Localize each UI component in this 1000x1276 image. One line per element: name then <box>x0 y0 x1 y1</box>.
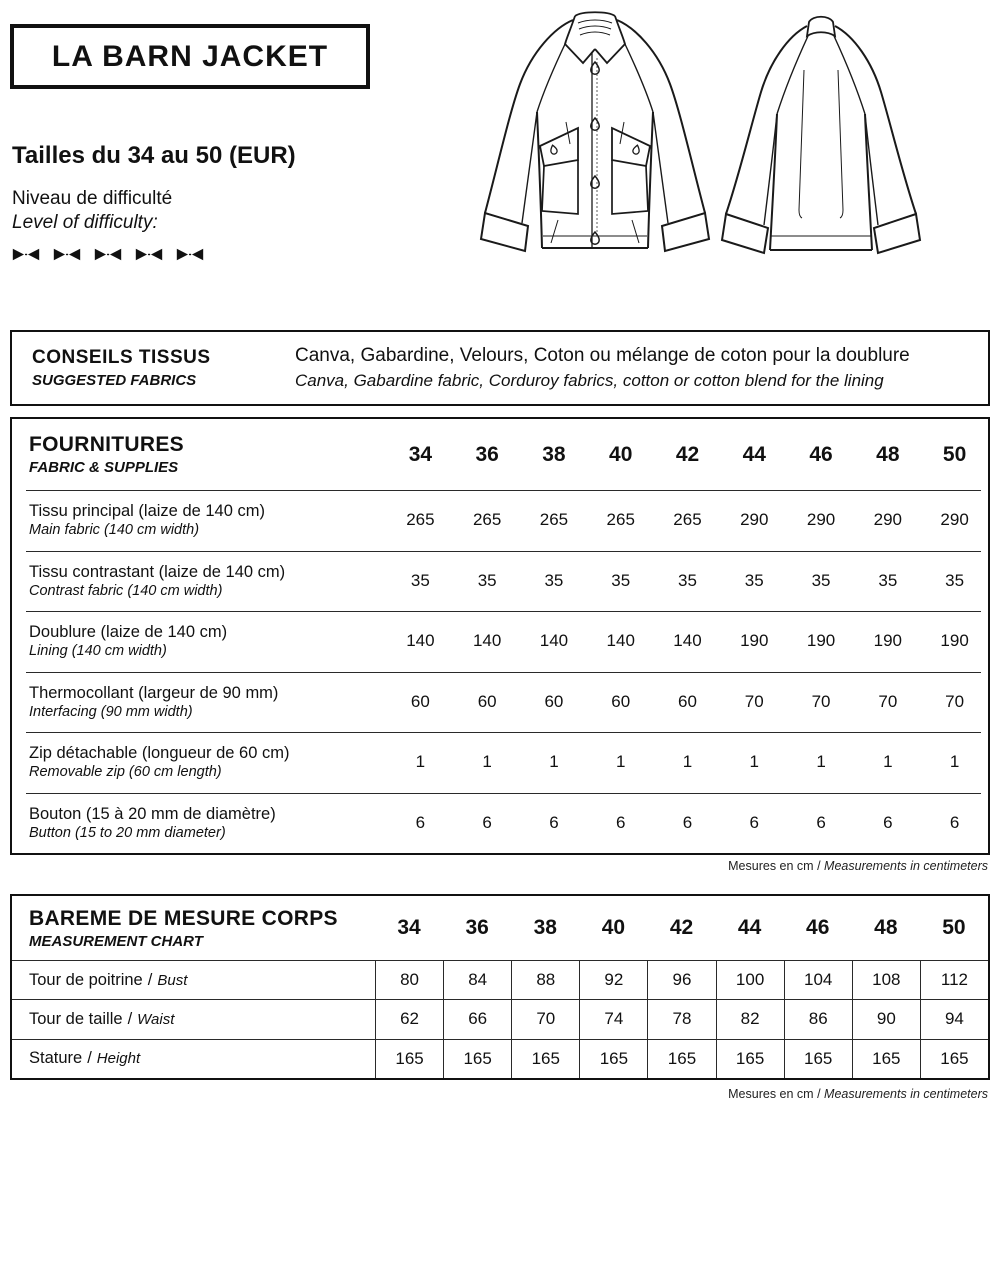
difficulty-bowtie-icon <box>53 247 81 262</box>
measurement-value-cell: 90 <box>852 1000 920 1038</box>
supply-value-cell: 70 <box>945 691 965 711</box>
supplies-title-en: FABRIC & SUPPLIES <box>29 459 179 476</box>
supplies-table-title <box>12 433 387 476</box>
supplies-row <box>12 551 988 612</box>
supply-value-cell: 6 <box>615 812 626 832</box>
supply-value-cell: 290 <box>873 510 903 530</box>
measurement-row <box>12 999 988 1038</box>
fabrics-text-fr: Canva, Gabardine, Velours, Coton ou mélange de coton pour la doublure <box>295 345 910 366</box>
supply-value-cell: 265 <box>472 510 502 530</box>
size-column-header: 48 <box>874 916 898 939</box>
measurement-value-cell: 88 <box>511 961 579 999</box>
supply-value-cell: 6 <box>883 812 893 832</box>
supply-value-cell: 6 <box>949 812 960 832</box>
size-column-header: 38 <box>533 916 557 939</box>
measurement-label: Tour de taille / Waist <box>29 1009 175 1028</box>
supply-value-cell: 265 <box>539 510 569 530</box>
supply-item-label: Tissu principal (laize de 140 cm) Main fabric (140 cm width) <box>29 502 265 539</box>
size-column-header: 46 <box>806 916 830 939</box>
measurement-value-cell: 78 <box>647 1000 715 1038</box>
jacket-front-technical-drawing <box>481 12 709 251</box>
measurement-value-cell: 104 <box>784 961 852 999</box>
measurement-value-cell: 165 <box>784 1040 852 1078</box>
supply-value-cell: 6 <box>816 812 826 832</box>
supplies-row <box>12 793 988 854</box>
supplies-row <box>12 672 988 733</box>
measurement-value-cell: 62 <box>375 1000 443 1038</box>
supply-item-label: Zip détachable (longueur de 60 cm) Removable zip (60 cm length) <box>29 744 290 781</box>
supplies-row <box>12 490 988 551</box>
size-column-header: 48 <box>876 442 900 466</box>
supply-value-cell: 190 <box>940 631 969 651</box>
measurement-value-cell: 165 <box>375 1040 443 1078</box>
supply-value-cell: 6 <box>415 812 426 832</box>
supply-value-cell: 70 <box>878 691 898 711</box>
difficulty-label-fr: Niveau de difficulté <box>12 188 173 209</box>
measurement-value-cell: 165 <box>511 1040 579 1078</box>
pattern-title: LA BARN JACKET <box>51 39 329 73</box>
measurement-value-cell: 80 <box>375 961 443 999</box>
supply-value-cell: 60 <box>544 691 564 711</box>
supply-value-cell: 35 <box>477 570 497 590</box>
supply-value-cell: 290 <box>806 510 836 530</box>
supply-value-cell: 35 <box>410 570 430 590</box>
size-column-header: 50 <box>942 916 966 939</box>
supply-value-cell: 140 <box>539 631 569 651</box>
size-column-header: 38 <box>542 442 566 466</box>
supply-value-cell: 35 <box>945 570 965 590</box>
supply-value-cell: 190 <box>873 631 903 651</box>
supply-value-cell: 35 <box>678 570 697 590</box>
difficulty-rating <box>12 247 204 262</box>
measurement-value-cell: 165 <box>647 1040 715 1078</box>
difficulty-bowtie-icon <box>12 247 40 262</box>
measurement-value-cell: 100 <box>716 961 784 999</box>
measurement-chart <box>10 894 990 1080</box>
supply-value-cell: 60 <box>678 691 697 711</box>
measurement-value-cell: 82 <box>716 1000 784 1038</box>
difficulty-bowtie-icon <box>176 247 204 262</box>
measurement-value-cell: 165 <box>579 1040 647 1078</box>
fabrics-title-en: SUGGESTED FABRICS <box>32 372 197 389</box>
supply-value-cell: 6 <box>482 812 492 832</box>
supply-value-cell: 265 <box>606 510 635 530</box>
measurement-value-cell: 165 <box>920 1040 988 1078</box>
measurement-value-cell: 94 <box>920 1000 988 1038</box>
measurement-chart-title <box>12 907 375 950</box>
size-column-header: 50 <box>942 442 967 466</box>
size-column-header: 34 <box>397 916 421 939</box>
measurement-value-cell: 74 <box>579 1000 647 1038</box>
measurement-rows <box>12 960 988 1078</box>
supply-value-cell: 265 <box>406 510 435 530</box>
measurement-value-cell: 96 <box>647 961 715 999</box>
size-column-header: 42 <box>675 442 700 466</box>
size-column-header: 34 <box>408 442 433 466</box>
supplies-table <box>10 417 990 855</box>
measurement-value-cell: 66 <box>443 1000 511 1038</box>
jacket-back-technical-drawing <box>722 17 920 253</box>
measurement-label: Tour de poitrine / Bust <box>29 970 188 989</box>
supply-value-cell: 140 <box>673 631 702 651</box>
suggested-fabrics-box <box>10 330 990 406</box>
supply-value-cell: 140 <box>472 631 502 651</box>
supply-value-cell: 1 <box>816 752 826 772</box>
front-right-pocket <box>612 128 650 214</box>
supply-value-cell: 60 <box>611 691 631 711</box>
size-column-header: 46 <box>809 442 833 466</box>
supplies-row <box>12 611 988 672</box>
measurement-row <box>12 1039 988 1078</box>
supply-value-cell: 1 <box>549 752 559 772</box>
supply-value-cell: 1 <box>883 752 893 772</box>
supply-value-cell: 35 <box>611 570 631 590</box>
jacket-technical-drawings <box>468 4 928 256</box>
fabrics-box-title <box>32 347 295 389</box>
size-range-text: Tailles du 34 au 50 (EUR) <box>12 142 296 169</box>
measurement-value-cell: 70 <box>511 1000 579 1038</box>
supply-item-label: Bouton (15 à 20 mm de diamètre) Button (15 to 20 mm diameter) <box>29 804 276 841</box>
supply-value-cell: 35 <box>544 570 564 590</box>
supplies-row <box>12 732 988 793</box>
supply-value-cell: 1 <box>482 752 492 772</box>
measurement-value-cell: 108 <box>852 961 920 999</box>
measurement-value-cell: 112 <box>920 961 988 999</box>
supply-value-cell: 1 <box>749 752 759 772</box>
supplies-title-fr: FOURNITURES <box>29 433 184 456</box>
size-column-header: 42 <box>669 916 694 939</box>
measurement-title-fr: BAREME DE MESURE CORPS <box>29 906 338 930</box>
measurement-value-cell: 86 <box>784 1000 852 1038</box>
difficulty-bowtie-icon <box>94 247 122 262</box>
supply-value-cell: 265 <box>673 510 702 530</box>
measurement-value-cell: 84 <box>443 961 511 999</box>
supply-value-cell: 35 <box>744 570 764 590</box>
size-column-header: 40 <box>609 442 633 466</box>
supply-value-cell: 70 <box>811 691 831 711</box>
supply-item-label: Doublure (laize de 140 cm) Lining (140 cm width) <box>29 623 228 660</box>
supply-value-cell: 35 <box>878 570 898 590</box>
size-column-header: 44 <box>737 916 762 939</box>
supply-value-cell: 6 <box>549 812 559 832</box>
measurement-row <box>12 960 988 999</box>
front-left-pocket <box>540 128 578 214</box>
size-column-header: 36 <box>475 442 499 466</box>
supply-value-cell: 190 <box>740 631 769 651</box>
measurement-value-cell: 165 <box>443 1040 511 1078</box>
supply-value-cell: 60 <box>477 691 497 711</box>
size-column-header: 40 <box>601 916 626 939</box>
fabrics-suggestion-text <box>295 345 988 391</box>
measurement-chart-header <box>12 896 988 960</box>
fabrics-title-fr: CONSEILS TISSUS <box>32 347 211 368</box>
supply-value-cell: 6 <box>749 812 759 832</box>
supplies-rows <box>12 490 988 853</box>
difficulty-bowtie-icon <box>135 247 163 262</box>
supply-value-cell: 190 <box>806 631 836 651</box>
size-column-header: 36 <box>465 916 489 939</box>
units-footnote: Mesures en cm / Measurements in centimeters <box>728 1087 988 1101</box>
supplies-table-header <box>12 419 988 490</box>
difficulty-label-en: Level of difficulty: <box>12 212 158 233</box>
measurement-title-en: MEASUREMENT CHART <box>29 932 203 950</box>
supply-value-cell: 6 <box>682 812 693 832</box>
measurement-value-cell: 92 <box>579 961 647 999</box>
supply-value-cell: 70 <box>744 691 764 711</box>
supply-value-cell: 140 <box>406 631 435 651</box>
supply-item-label: Tissu contrastant (laize de 140 cm) Contrast fabric (140 cm width) <box>29 562 286 599</box>
measurement-value-cell: 165 <box>716 1040 784 1078</box>
units-footnote: Mesures en cm / Measurements in centimeters <box>728 859 988 873</box>
pattern-title-box <box>10 24 370 89</box>
supply-value-cell: 1 <box>682 752 693 772</box>
supply-value-cell: 290 <box>740 510 769 530</box>
supply-value-cell: 1 <box>949 752 960 772</box>
supply-value-cell: 290 <box>940 510 969 530</box>
supply-value-cell: 35 <box>811 570 831 590</box>
supply-value-cell: 60 <box>410 691 430 711</box>
measurement-value-cell: 165 <box>852 1040 920 1078</box>
supply-value-cell: 140 <box>606 631 635 651</box>
measurement-label: Stature / Height <box>29 1049 141 1068</box>
supply-item-label: Thermocollant (largeur de 90 mm) Interfacing (90 mm width) <box>29 683 279 720</box>
supply-value-cell: 1 <box>415 752 426 772</box>
fabrics-text-en: Canva, Gabardine fabric, Corduroy fabrics, cotton or cotton blend for the lining <box>295 371 884 390</box>
size-column-header: 44 <box>742 442 766 466</box>
supply-value-cell: 1 <box>615 752 626 772</box>
